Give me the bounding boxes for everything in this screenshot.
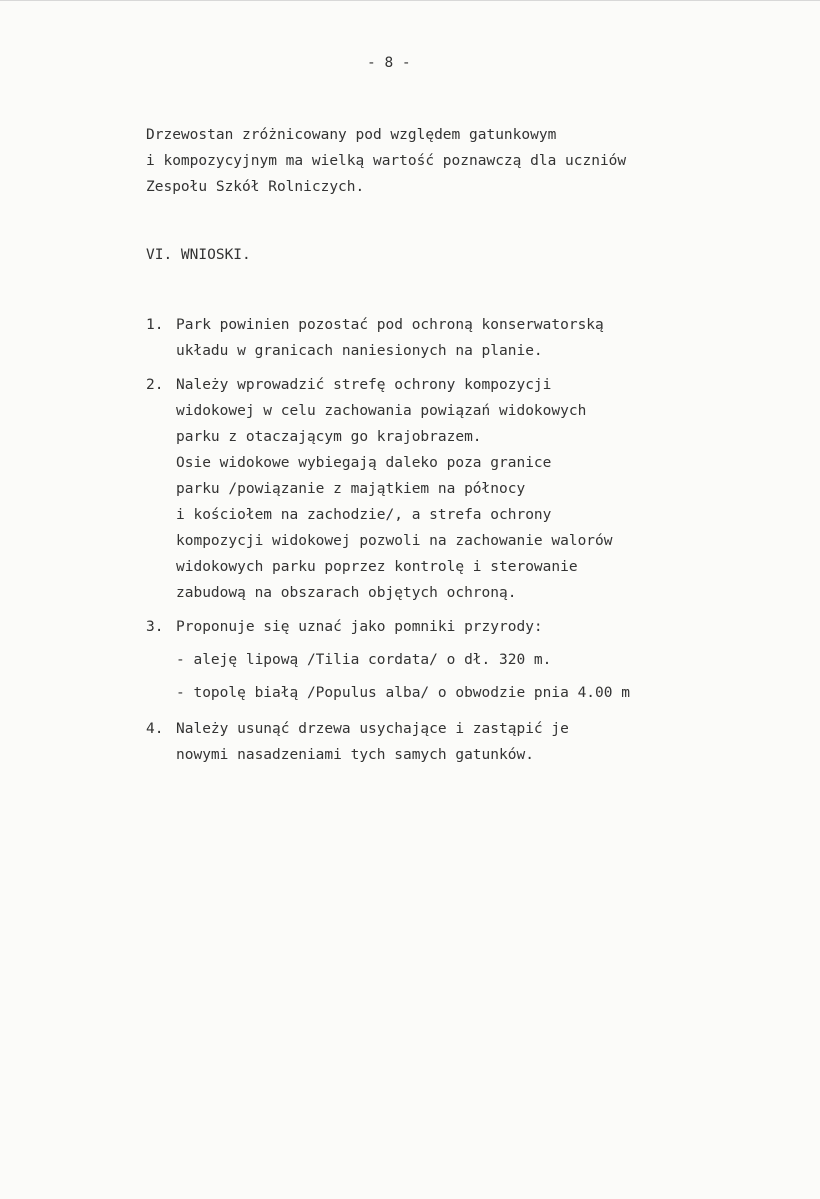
page-number: - 8 - bbox=[367, 55, 411, 71]
proposal-item: - aleję lipową /Tilia cordata/ o dł. 320 m. bbox=[176, 652, 552, 668]
proposal-item: - topolę białą /Populus alba/ o obwodzie pnia 4.00 m bbox=[176, 685, 630, 701]
item-line: Proponuje się uznać jako pomniki przyrody: bbox=[176, 619, 543, 635]
item-line: Osie widokowe wybiegają daleko poza granice bbox=[176, 455, 552, 471]
item-line: widokowej w celu zachowania powiązań widokowych bbox=[176, 403, 587, 419]
intro-line: i kompozycyjnym ma wielką wartość poznawczą dla uczniów bbox=[146, 153, 627, 169]
item-line: Należy wprowadzić strefę ochrony kompozycji bbox=[176, 377, 552, 393]
item-line: Należy usunąć drzewa usychające i zastąpić je bbox=[176, 721, 569, 737]
section-heading: VI. WNIOSKI. bbox=[146, 247, 251, 263]
intro-line: Drzewostan zróżnicowany pod względem gatunkowym bbox=[146, 127, 557, 143]
item-number: 3. bbox=[146, 619, 164, 635]
intro-line: Zespołu Szkół Rolniczych. bbox=[146, 179, 365, 195]
item-line: układu w granicach naniesionych na planie. bbox=[176, 343, 543, 359]
item-line: widokowych parku poprzez kontrolę i sterowanie bbox=[176, 559, 578, 575]
item-line: kompozycji widokowej pozwoli na zachowanie walorów bbox=[176, 533, 613, 549]
item-line: nowymi nasadzeniami tych samych gatunków. bbox=[176, 747, 534, 763]
item-line: Park powinien pozostać pod ochroną konserwatorską bbox=[176, 317, 604, 333]
item-line: parku /powiązanie z majątkiem na północy bbox=[176, 481, 526, 497]
item-line: parku z otaczającym go krajobrazem. bbox=[176, 429, 482, 445]
item-number: 2. bbox=[146, 377, 164, 393]
item-line: i kościołem na zachodzie/, a strefa ochrony bbox=[176, 507, 552, 523]
item-number: 4. bbox=[146, 721, 164, 737]
item-number: 1. bbox=[146, 317, 164, 333]
item-line: zabudową na obszarach objętych ochroną. bbox=[176, 585, 517, 601]
